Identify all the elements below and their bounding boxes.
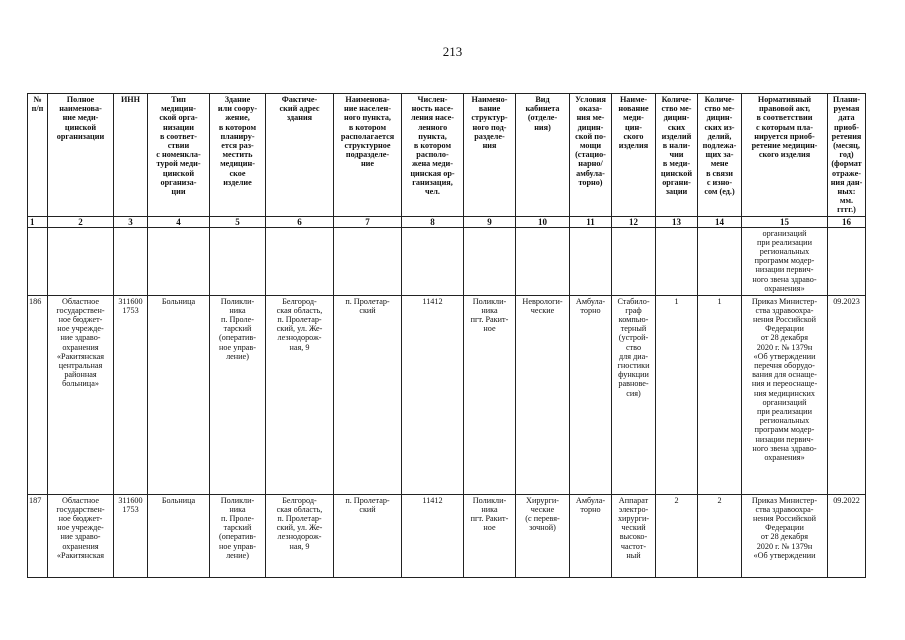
purchase-date: 09.2022 <box>828 494 866 577</box>
org-name: Областное государствен- ное бюджет- ное учрежде- ние здраво- охранения «Ракитянская центральная районная больница» <box>48 295 114 494</box>
qty-replace: 2 <box>698 494 742 577</box>
qty-available: 2 <box>656 494 698 577</box>
column-number: 4 <box>148 216 210 227</box>
column-number-row <box>28 216 866 227</box>
column-number: 12 <box>612 216 656 227</box>
header-cell: Количе- ство ме- дицин- ских из- делий, подлежа- щих за- мене в связи с изно- сом (ед.) <box>698 94 742 217</box>
locality: п. Пролетар- ский <box>334 295 402 494</box>
locality: п. Пролетар- ский <box>334 494 402 577</box>
qty-available: 1 <box>656 295 698 494</box>
column-number: 7 <box>334 216 402 227</box>
column-number: 11 <box>570 216 612 227</box>
org-name: Областное государствен- ное бюджет- ное учрежде- ние здраво- охранения «Ракитянская <box>48 494 114 577</box>
org-type: Больница <box>148 295 210 494</box>
header-cell: Наимено- вание структур- ного под- разделе- ния <box>464 94 516 217</box>
unit: Поликли- ника пгт. Ракит- ное <box>464 295 516 494</box>
cabinet: Неврологи- ческие <box>516 295 570 494</box>
continuation-text: организаций при реализации региональных программ модер- низации первич- ного звена здраво- охранения» <box>742 227 828 295</box>
header-cell: № п/п <box>28 94 48 217</box>
building: Поликли- ника п. Проле- тарский (оператив- ное управ- ление) <box>210 494 266 577</box>
header-cell: Количе- ство ме- дицин- ских изделий в нали- чии в меди- цинской органи- зации <box>656 94 698 217</box>
inn: 311600 1753 <box>114 295 148 494</box>
legal-act: Приказ Министер- ства здравоохра- нения Российской Федерации от 28 декабря 2020 г. № 1379н «Об утверждении перечня оборудо- вания для оснаще- ния и переоснаще- ния медицинских организаций при реализации региональных программ модер- низации первич- ного звена здраво- охранения» <box>742 295 828 494</box>
column-number: 8 <box>402 216 464 227</box>
device: Стабило- граф компью- терный (устрой- ство для диа- гностики функции равнове- сия) <box>612 295 656 494</box>
device: Аппарат электро- хирурги- ческий высоко- частот- ный <box>612 494 656 577</box>
conditions: Амбула- торно <box>570 295 612 494</box>
table-row <box>28 295 866 494</box>
row-number: 187 <box>28 494 48 577</box>
continuation-row <box>28 227 866 295</box>
header-cell: Вид кабинета (отделе- ния) <box>516 94 570 217</box>
column-number: 5 <box>210 216 266 227</box>
header-cell: Плани- руемая дата приоб- ретения (месяц, год) (формат отраже- ния дан- ных: мм. гггг.) <box>828 94 866 217</box>
header-row <box>28 94 866 217</box>
legal-act: Приказ Министер- ства здравоохра- нения Российской Федерации от 28 декабря 2020 г. № 1379н «Об утверждении <box>742 494 828 577</box>
row-number: 186 <box>28 295 48 494</box>
qty-replace: 1 <box>698 295 742 494</box>
header-cell: Наименова- ние населен- ного пункта, в котором располагается структурное подразделе- ние <box>334 94 402 217</box>
building: Поликли- ника п. Проле- тарский (оператив- ное управ- ление) <box>210 295 266 494</box>
org-type: Больница <box>148 494 210 577</box>
purchase-date: 09.2023 <box>828 295 866 494</box>
column-number: 10 <box>516 216 570 227</box>
column-number: 16 <box>828 216 866 227</box>
inn: 311600 1753 <box>114 494 148 577</box>
table-row <box>28 494 866 577</box>
column-number: 9 <box>464 216 516 227</box>
unit: Поликли- ника пгт. Ракит- ное <box>464 494 516 577</box>
conditions: Амбула- торно <box>570 494 612 577</box>
column-number: 1 <box>28 216 48 227</box>
column-number: 3 <box>114 216 148 227</box>
page-number: 213 <box>442 44 463 59</box>
header-cell: Числен- ность насе- ления насе- ленного пункта, в котором располо- жена меди- цинская ор- ганизация, чел. <box>402 94 464 217</box>
header-cell: Тип медицин- ской орга- низации в соответ- ствии с номенкла- турой меди- цинской организа- ции <box>148 94 210 217</box>
address: Белгород- ская область, п. Пролетар- ский, ул. Же- лезнодорож- ная, 9 <box>266 494 334 577</box>
population: 11412 <box>402 494 464 577</box>
column-number: 15 <box>742 216 828 227</box>
column-number: 14 <box>698 216 742 227</box>
equipment-table <box>27 93 866 578</box>
header-cell: Условия оказа- ния ме- дицин- ской по- мощи (стацио- нарно/ амбула- торно) <box>570 94 612 217</box>
column-number: 13 <box>656 216 698 227</box>
column-number: 6 <box>266 216 334 227</box>
header-cell: Полное наименова- ние меди- цинской организации <box>48 94 114 217</box>
population: 11412 <box>402 295 464 494</box>
cabinet: Хирурги- ческие (с перевя- зочной) <box>516 494 570 577</box>
header-cell: Нормативный правовой акт, в соответствии с которым пла- нируется приоб- ретение медицин- ского изделия <box>742 94 828 217</box>
header-cell: ИНН <box>114 94 148 217</box>
address: Белгород- ская область, п. Пролетар- ский, ул. Же- лезнодорож- ная, 9 <box>266 295 334 494</box>
header-cell: Здание или соору- жение, в котором планиру- ется раз- местить медицин- ское изделие <box>210 94 266 217</box>
header-cell: Фактиче- ский адрес здания <box>266 94 334 217</box>
column-number: 2 <box>48 216 114 227</box>
header-cell: Наиме- нование меди- цин- ского изделия <box>612 94 656 217</box>
